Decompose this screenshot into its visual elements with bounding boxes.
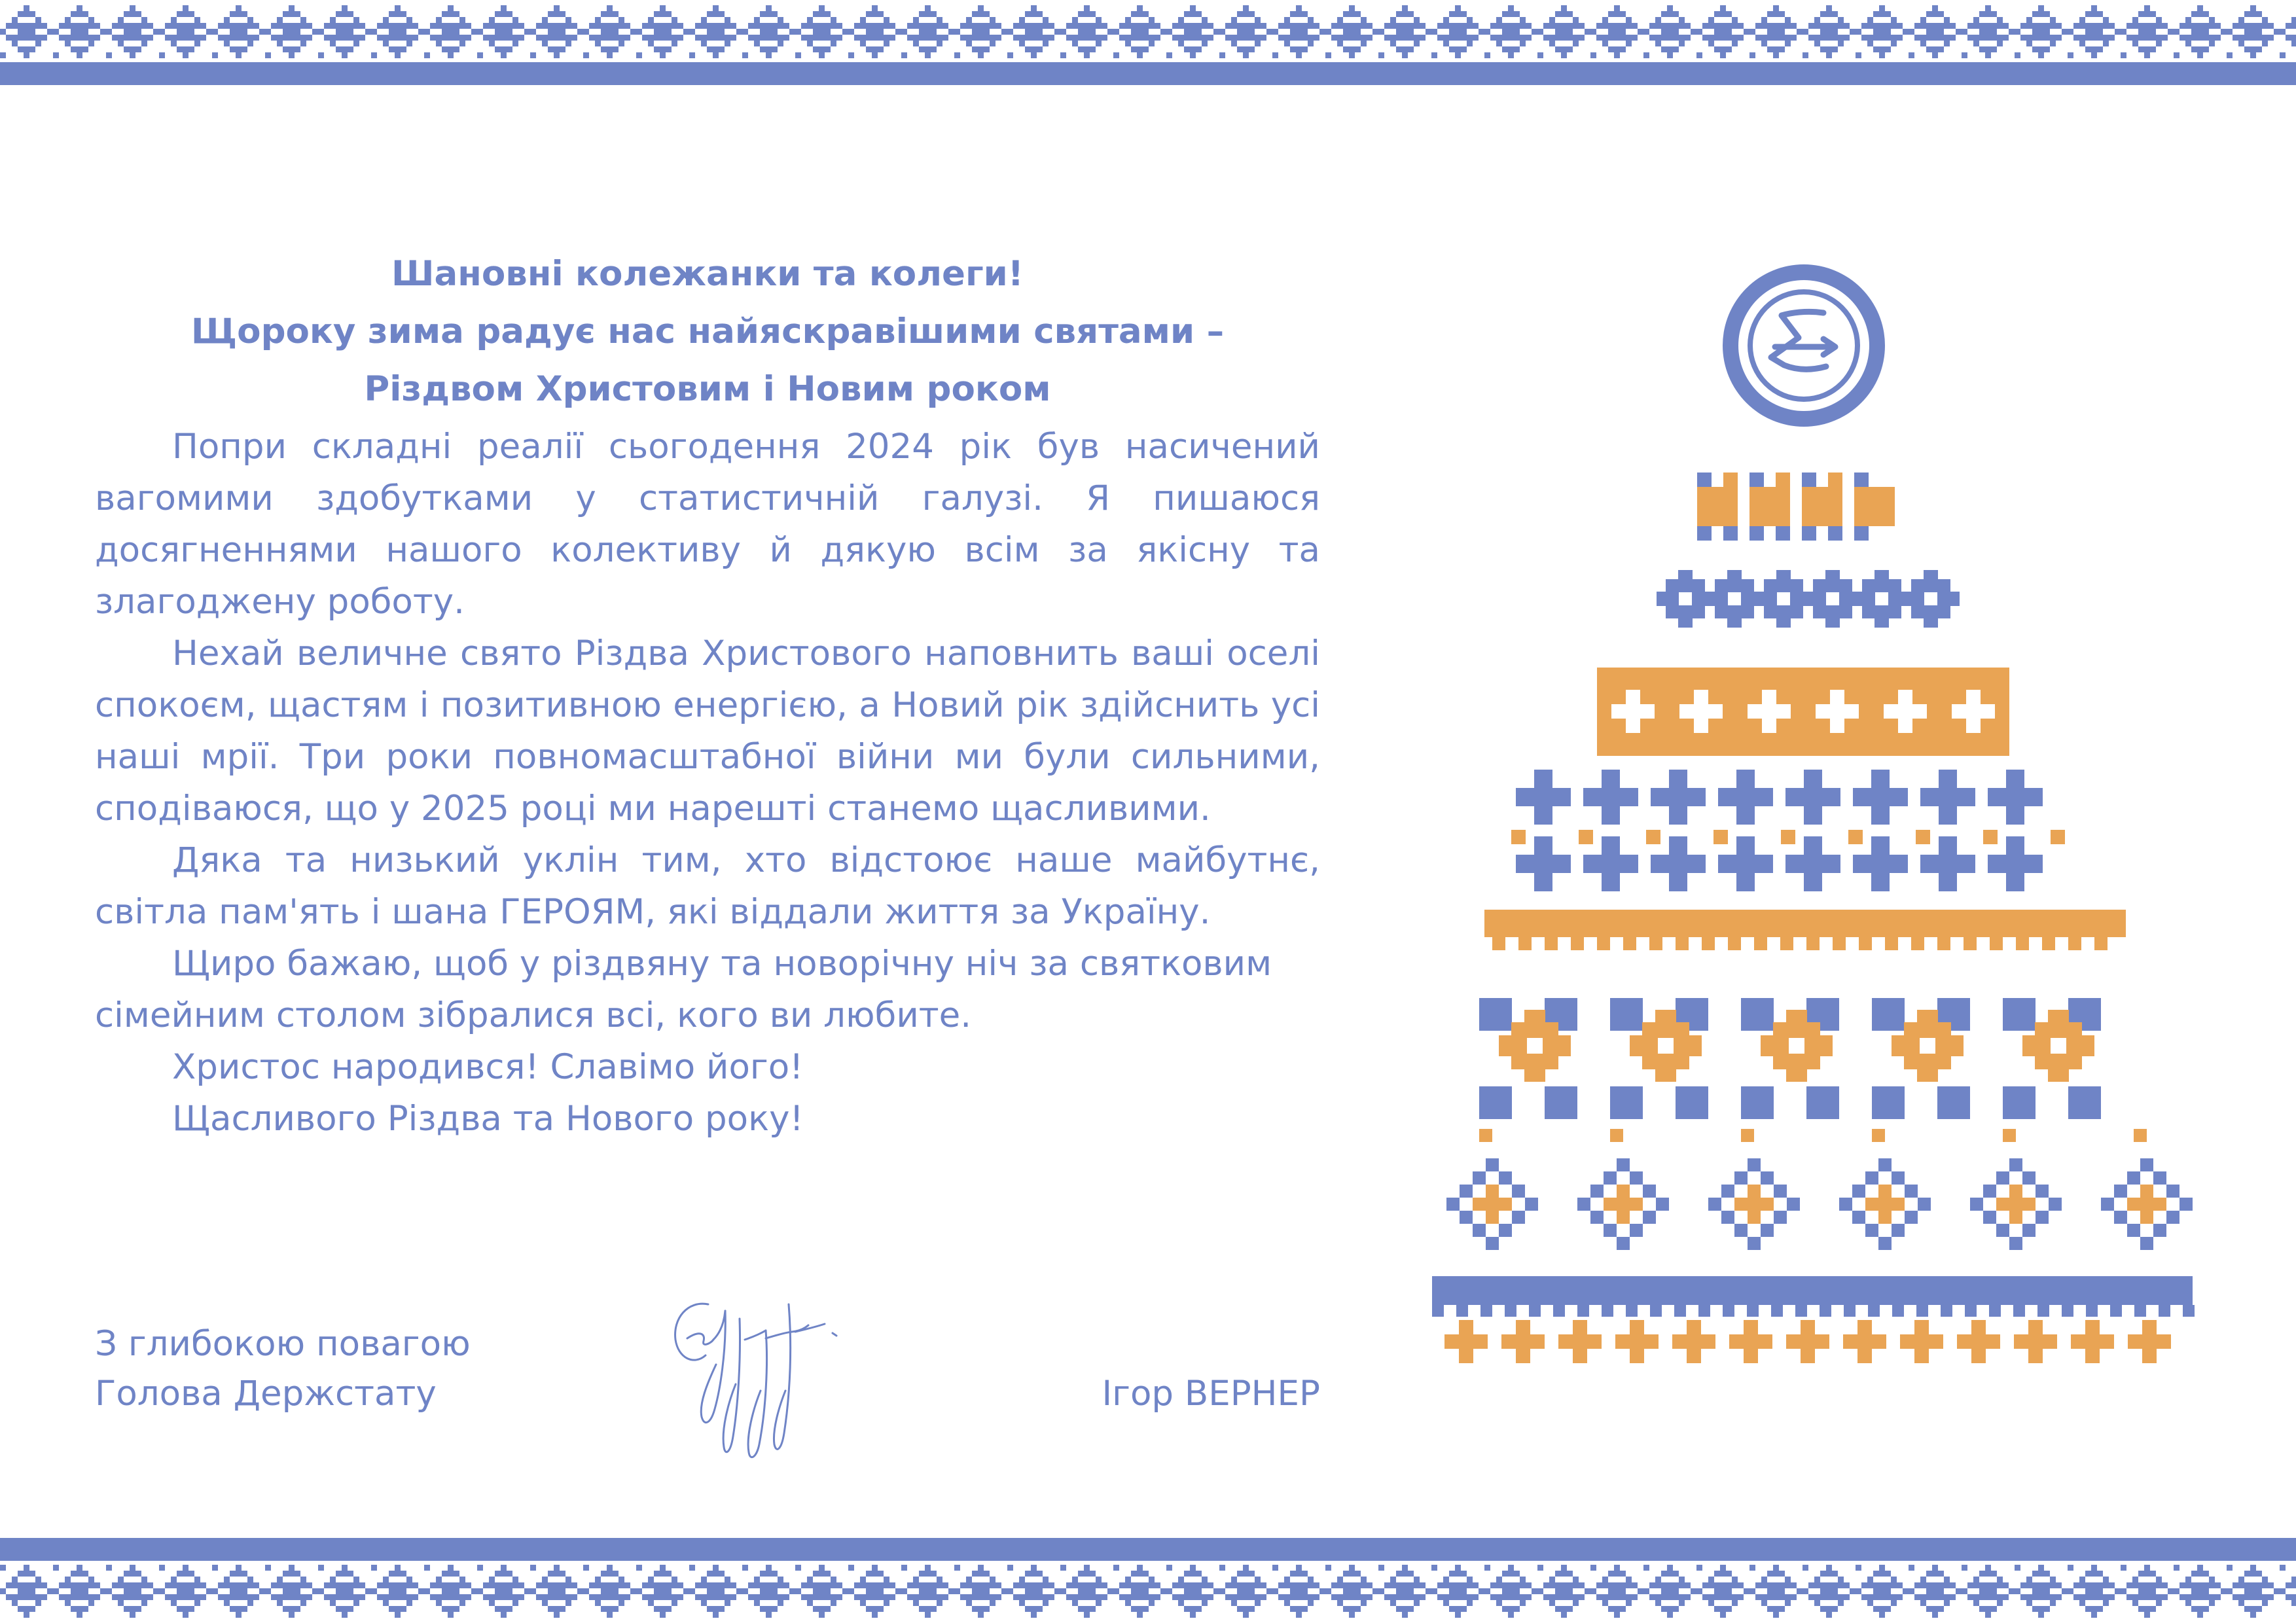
signer-name: Ігор ВЕРНЕР	[1102, 1374, 1320, 1414]
tree-tier-8	[1432, 1276, 2195, 1363]
tree-tier-7	[1446, 1129, 2193, 1289]
tree-tier-3	[1597, 668, 2009, 756]
tree-tier-2	[1657, 570, 1960, 628]
closing-block	[95, 1319, 471, 1419]
derzhstat-logo-icon	[1723, 264, 1885, 427]
paragraph-achievements: Попри складні реалії сьогодення 2024 рік був насичений вагомими здобутками у статистичній галузі. Я пишаюся досягненнями нашого колективу й дякую всім за якісну та злагоджену роботу.	[95, 427, 1320, 622]
embroidered-christmas-tree	[1374, 242, 2238, 1368]
tree-tier-1	[1697, 473, 1895, 541]
bottom-embroidery-border	[0, 1538, 2296, 1623]
paragraph-family: Щиро бажаю, щоб у різдвяну та новорічну ніч за святковим сімейним столом зібралися всі, кого ви любите.	[95, 944, 1272, 1035]
top-embroidery-border	[0, 0, 2296, 85]
closing-position: Голова Держстату	[95, 1374, 437, 1414]
paragraph-gratitude: Дяка та низький уклін тим, хто відстоює наше майбутнє, світла пам'ять і шана ГЕРОЯМ, які віддали життя за Україну.	[95, 840, 1320, 932]
greeting-heading	[95, 245, 1320, 418]
wish-happy-holidays: Щасливого Різдва та Нового року!	[172, 1099, 804, 1139]
greeting-line-1: Шановні колежанки та колеги!	[391, 254, 1024, 294]
letter-body	[95, 245, 1320, 1145]
greeting-line-3: Різдвом Христовим і Новим роком	[364, 369, 1051, 409]
wish-christ-born: Христос народився! Славімо його!	[172, 1047, 804, 1087]
paragraph-wishes: Нехай величне свято Різдва Христового наповнить ваші оселі спокоєм, щастям і позитивною енергією, а Новий рік здійснить усі наші мрії. Три роки повномасштабної війни ми були сильними, сподіваюся, що у 2025 році ми нарешті станемо щасливими.	[95, 633, 1320, 829]
tree-tier-5	[1484, 910, 2126, 950]
closing-regards: З глибокою повагою	[95, 1324, 471, 1364]
greeting-line-2: Щороку зима радує нас найяскравішими святами –	[190, 312, 1225, 351]
tree-tier-4	[1511, 770, 2065, 891]
tree-tier-6	[1479, 998, 2101, 1119]
handwritten-signature	[668, 1293, 877, 1472]
